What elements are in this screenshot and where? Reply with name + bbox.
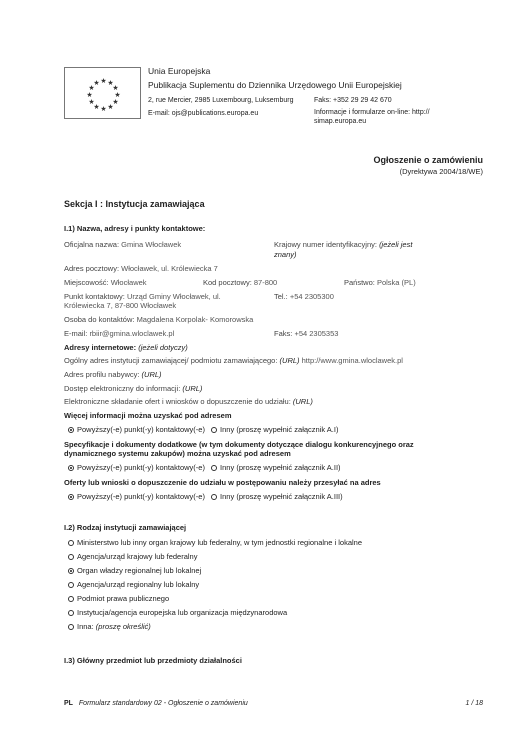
authority-type-label: Organ władzy regionalnej lub lokalnej: [77, 566, 202, 575]
specs-title-2: dynamicznego systemu zakupów) można uzyskać pod adresem: [64, 449, 291, 458]
country-row: [344, 278, 416, 287]
postal-address-row: [64, 264, 218, 273]
authority-type-radio[interactable]: [68, 582, 74, 588]
eu-stars-icon: [65, 68, 142, 120]
url-tag: (URL): [182, 384, 203, 393]
contact-point-row: [64, 292, 221, 301]
attention-label: Osoba do kontaktów:: [64, 315, 135, 324]
phone-label: Tel.:: [274, 292, 288, 301]
einfo-row: [64, 384, 202, 393]
fax-value: +54 2305353: [294, 329, 339, 338]
radio-specs-other-label: Inny: [220, 463, 235, 472]
authority-type-option[interactable]: [68, 552, 197, 561]
internet-hint: (jeżeli dotyczy): [138, 343, 188, 352]
postal-address-value: Włocławek, ul. Królewiecka 7: [121, 264, 218, 273]
esubmission-label: Elektroniczne składanie ofert i wniosków o dopuszczenie do udziału:: [64, 397, 291, 406]
annex-a1-hint: (proszę wypełnić załącznik A.I): [236, 425, 339, 434]
section-1-2-title: I.2) Rodzaj instytucji zamawiającej: [64, 523, 187, 532]
section-1-1-title: I.1) Nazwa, adresy i punkty kontaktowe:: [64, 224, 206, 233]
section-1-3-title: I.3) Główny przedmiot lub przedmioty działalności: [64, 656, 242, 665]
more-info-options: [68, 425, 338, 434]
publication-title: Publikacja Suplementu do Dziennika Urzędowego Unii Europejskiej: [148, 80, 402, 90]
svg-text:★: ★: [88, 84, 95, 92]
fax-label: Faks:: [274, 329, 293, 338]
authority-type-option[interactable]: [68, 538, 362, 547]
attention-value: Magdalena Korpolak- Komorowska: [136, 315, 254, 324]
authority-type-hint: (proszę określić): [95, 622, 151, 631]
country-value: Polska (PL): [376, 278, 416, 287]
publisher-fax: Faks: +352 29 29 42 670: [314, 97, 392, 104]
footer-page-number: 1 / 18: [465, 700, 483, 707]
url-tag: (URL): [279, 356, 300, 365]
city-row: [64, 278, 147, 287]
svg-text:★: ★: [112, 98, 119, 106]
radio-other-annex-a1[interactable]: [211, 427, 217, 433]
specs-options: [68, 463, 341, 472]
buyer-profile-row: [64, 370, 162, 379]
publisher-address: 2, rue Mercier, 2985 Luxembourg, Luksemburg: [148, 97, 294, 104]
postcode-label: Kod pocztowy:: [203, 278, 252, 287]
postcode-row: [203, 278, 277, 287]
official-name-value: Gmina Włocławek: [121, 240, 182, 249]
email-row: [64, 329, 174, 338]
notice-title: Ogłoszenie o zamówieniu: [373, 155, 483, 165]
internet-title-row: [64, 343, 188, 352]
einfo-label: Dostęp elektroniczny do informacji:: [64, 384, 181, 393]
official-name-row: [64, 240, 181, 249]
authority-type-label: Agencja/urząd krajowy lub federalny: [77, 552, 198, 561]
national-id-hint-1: (jeżeli jest: [379, 240, 413, 249]
tenders-title: Oferty lub wnioski o dopuszczenie do udziału w postępowaniu należy przesyłać na adres: [64, 478, 381, 487]
email-label: E-mail:: [64, 329, 88, 338]
svg-text:★: ★: [112, 84, 119, 92]
authority-type-option[interactable]: [68, 608, 287, 617]
official-name-label: Oficjalna nazwa:: [64, 240, 120, 249]
authority-type-option[interactable]: [68, 622, 151, 631]
fax-row: [274, 329, 338, 338]
radio-specs-other-annex-a2[interactable]: [211, 465, 217, 471]
email-value[interactable]: rbiir@gmina.wloclawek.pl: [89, 329, 175, 338]
authority-type-label: Instytucja/agencja europejska lub organizacja międzynarodowa: [77, 608, 288, 617]
postcode-value: 87-800: [253, 278, 278, 287]
svg-text:★: ★: [107, 103, 114, 111]
country-label: Państwo:: [344, 278, 375, 287]
authority-type-radio[interactable]: [68, 596, 74, 602]
publisher-email: E-mail: ojs@publications.europa.eu: [148, 110, 259, 117]
annex-a2-hint: (proszę wypełnić załącznik A.II): [236, 463, 341, 472]
radio-above-contact-label: Powyższy(-e) punkt(-y) kontaktowy(-e): [77, 425, 205, 434]
notice-directive: (Dyrektywa 2004/18/WE): [399, 167, 483, 176]
postal-address-label: Adres pocztowy:: [64, 264, 120, 273]
svg-text:★: ★: [86, 91, 93, 99]
authority-type-option[interactable]: [68, 566, 201, 575]
online-info-line-1: Informacje i formularze on-line: http://: [314, 109, 430, 116]
tenders-options: [68, 492, 343, 501]
url-tag: (URL): [141, 370, 162, 379]
svg-text:★: ★: [88, 98, 95, 106]
annex-a3-hint: (proszę wypełnić załącznik A.III): [236, 492, 343, 501]
internet-title: Adresy internetowe:: [64, 343, 137, 352]
authority-type-radio[interactable]: [68, 624, 74, 630]
national-id-label: Krajowy numer identyfikacyjny:: [274, 240, 377, 249]
radio-specs-above-contact[interactable]: [68, 465, 74, 471]
authority-type-label: Inna:: [77, 622, 94, 631]
general-address-label: Ogólny adres instytucji zamawiającej/ podmiotu zamawiającego:: [64, 356, 278, 365]
authority-type-option[interactable]: [68, 594, 169, 603]
esubmission-row: [64, 397, 313, 406]
svg-text:★: ★: [93, 103, 100, 111]
general-address-link[interactable]: http://www.gmina.wloclawek.pl: [301, 356, 403, 365]
radio-other-label: Inny: [220, 425, 235, 434]
radio-tenders-above-label: Powyższy(-e) punkt(-y) kontaktowy(-e): [77, 492, 205, 501]
specs-title-1: Specyfikacje i dokumenty dodatkowe (w tym dokumenty dotyczące dialogu konkurencyjnego oraz: [64, 440, 414, 449]
city-value: Włocławek: [110, 278, 147, 287]
org-name: Unia Europejska: [148, 66, 211, 76]
footer-form-name: Formularz standardowy 02 - Ogłoszenie o zamówieniu: [78, 700, 248, 707]
footer-lang: PL: [64, 700, 73, 707]
contact-point-value-1: Urząd Gminy Włocławek, ul.: [126, 292, 221, 301]
contact-point-label: Punkt kontaktowy:: [64, 292, 125, 301]
online-info-line-2: simap.europa.eu: [314, 118, 367, 125]
authority-type-option[interactable]: [68, 580, 199, 589]
authority-type-label: Ministerstwo lub inny organ krajowy lub federalny, w tym jednostki regionalne i lokalne: [77, 538, 362, 547]
svg-text:★: ★: [107, 79, 114, 87]
phone-value: +54 2305300: [289, 292, 334, 301]
radio-tenders-other-annex-a3[interactable]: [211, 494, 217, 500]
authority-type-radio[interactable]: [68, 540, 74, 546]
svg-text:★: ★: [100, 105, 107, 113]
radio-tenders-above-contact[interactable]: [68, 494, 74, 500]
buyer-profile-label: Adres profilu nabywcy:: [64, 370, 140, 379]
authority-type-label: Podmiot prawa publicznego: [77, 594, 170, 603]
eu-flag-logo: [64, 67, 141, 119]
radio-above-contact[interactable]: [68, 427, 74, 433]
national-id-row: [274, 240, 412, 249]
authority-type-label: Agencja/urząd regionalny lub lokalny: [77, 580, 200, 589]
phone-row: [274, 292, 334, 301]
national-id-hint-2: znany): [274, 250, 297, 259]
svg-text:★: ★: [93, 79, 100, 87]
general-address-row: [64, 356, 403, 365]
url-tag: (URL): [292, 397, 313, 406]
svg-text:★: ★: [100, 77, 107, 85]
footer-left: [64, 700, 248, 707]
authority-type-radio-selected[interactable]: [68, 568, 74, 574]
radio-specs-above-label: Powyższy(-e) punkt(-y) kontaktowy(-e): [77, 463, 205, 472]
svg-text:★: ★: [114, 91, 121, 99]
section-1-title: Sekcja I : Instytucja zamawiająca: [64, 199, 205, 209]
authority-type-radio[interactable]: [68, 554, 74, 560]
contact-point-value-2: Królewiecka 7, 87-800 Włocławek: [64, 301, 177, 310]
attention-row: [64, 315, 253, 324]
radio-tenders-other-label: Inny: [220, 492, 235, 501]
authority-type-radio[interactable]: [68, 610, 74, 616]
more-info-title: Więcej informacji można uzyskać pod adresem: [64, 411, 232, 420]
city-label: Miejscowość:: [64, 278, 109, 287]
